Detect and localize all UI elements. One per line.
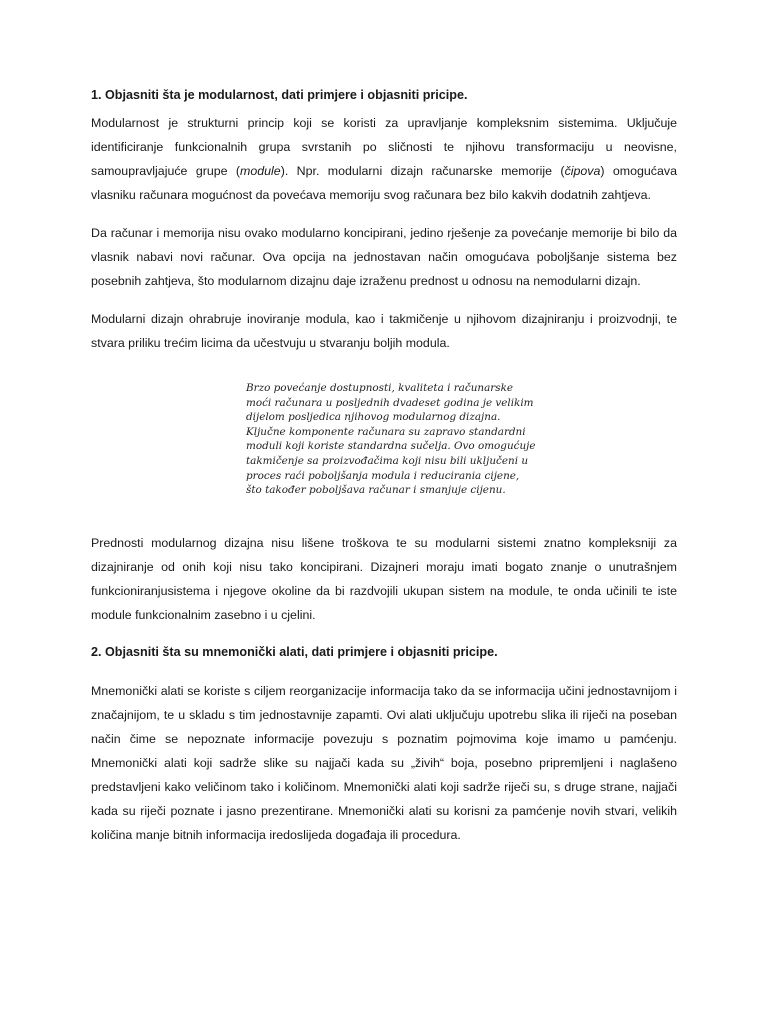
emphasis-module: module	[240, 164, 281, 178]
paragraph-text: ). Npr. modularni dizajn računarske memorije (	[280, 164, 565, 178]
section-1-heading: 1. Objasniti šta je modularnost, dati primjere i objasniti pricipe.	[91, 88, 468, 102]
section-2-paragraph-1: Mnemonički alati se koriste s ciljem reorganizacije informacija tako da se informacija učini jednostavnijom i značajnijom, te u skladu s tim jednostavnije zapamti. Ovi alati uključuju upotrebu slika ili riječi na poseban način čime se nepoznate informacije povezuju s poznatim pojmovima koje imamo u pamćenju. Mnemonički alati koji sadrže slike su najjači kada su „živih“ boja, posebno pripremljeni i naglašeno predstavljeni kako veličinom tako i količinom. Mnemonički alati koji sadrže riječi su, s druge strane, najjači kada su riječi poznate i jasno prezentirane. Mnemonički alati su korisni za pamćenje novih stvari, velikih količina manje bitnih informacija iredoslijeda događaja ili procedura.	[91, 683, 677, 842]
section-1-paragraph-2: Da računar i memorija nisu ovako modularno koncipirani, jedino rješenje za povećanje memorije bi bilo da vlasnik nabavi novi računar. Ova opcija na jednostavan način omogućava poboljšanje sistema bez posebnih zahtjeva, što modularnom dizajnu daje izraženu prednost u odnosu na nemodularni dizajn.	[91, 226, 677, 288]
section-1-paragraph-3: Modularni dizajn ohrabruje inoviranje modula, kao i takmičenje u njihovom dizajniranju i proizvodnji, te stvara priliku trećim licima da učestvuju u stvaranju boljih modula.	[91, 312, 677, 350]
paragraph-text: ) omogućava vlasniku računara mogućnost da povećava memoriju svog računara bez bilo kakvih dodatnih zahtjeva.	[91, 164, 677, 202]
paragraph-text: Modularnost je strukturni princip koji se koristi za upravljanje kompleksnim sistemima. Uključuje identificiranje funkcionalnih grupa svrstanih po sličnosti te njihovu transformaciju u neovisne, samoupravljajuće grupe (	[91, 116, 677, 178]
emphasis-cipova: čipova	[564, 164, 601, 178]
section-1-paragraph-1	[91, 111, 677, 207]
block-quote: Brzo povećanje dostupnosti, kvaliteta i računarske moći računara u posljednih dvadeset godina je velikim dijelom posljedica njihovog modularnog dizajna. Ključne komponente računara su zapravo standardni moduli koji koriste standardna sučelja. Ovo omogućuje takmičenje sa proizvođačima koji nisu bili uključeni u proces raći poboljšanja modula i reducirania cijene, što također poboljšava računar i smanjuje cijenu.	[246, 382, 536, 497]
section-1-paragraph-4: Prednosti modularnog dizajna nisu lišene troškova te su modularni sistemi znatno kompleksniji za dizajniranje od onih koji nisu tako koncipirani. Dizajneri moraju imati bogato znanje o unutrašnjem funkcioniranjusistema i njegove okoline da bi razdvojili ukupan sistem na module, te onda učinili te iste module funkcionalnim zasebno i u cjelini.	[91, 535, 677, 622]
document-page	[91, 86, 677, 861]
section-2-heading: 2. Objasniti šta su mnemonički alati, dati primjere i objasniti pricipe.	[91, 644, 498, 659]
